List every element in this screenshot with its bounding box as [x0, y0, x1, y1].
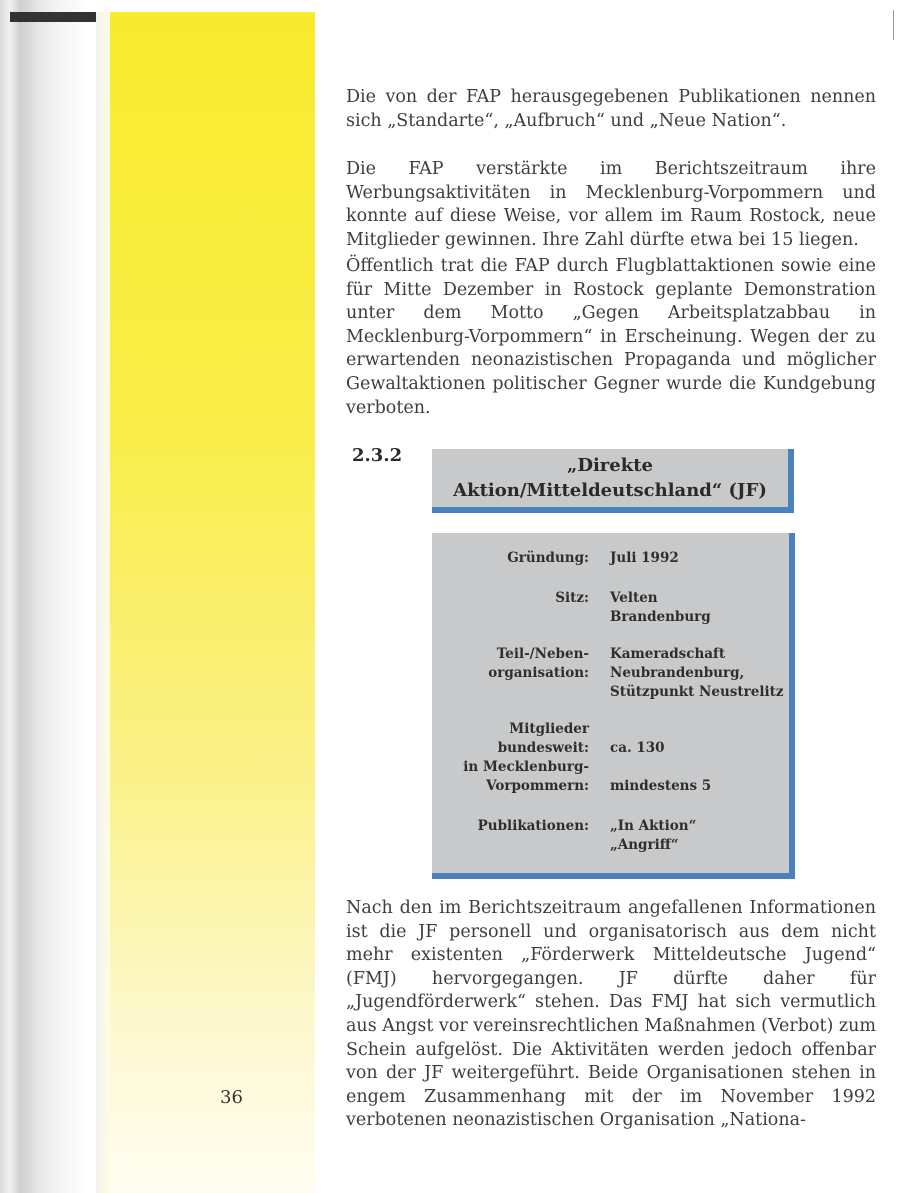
suborganisation-value-line1: Kameradschaft — [610, 646, 726, 662]
spine-shadow — [10, 12, 106, 22]
members-label: Mitglieder — [509, 721, 589, 737]
members-regional-value: mindestens 5 — [610, 778, 712, 794]
members-regional-label-line2: Vorpommern: — [486, 778, 589, 794]
members-national-value: ca. 130 — [610, 740, 665, 756]
suborganisation-label-line2: organisation: — [488, 665, 589, 681]
section-title — [432, 449, 788, 507]
paragraph-publications: Die von der FAP herausgegebenen Publikationen nennen sich „Standarte“, „Aufbruch“ und „Neue Nation“. — [346, 87, 876, 131]
seat-value-state: Brandenburg — [610, 609, 711, 625]
seat-value-city: Velten — [610, 590, 658, 606]
founding-value: Juli 1992 — [610, 550, 679, 566]
suborganisation-value-line3: Stützpunkt Neustrelitz — [610, 684, 784, 700]
paragraph-demonstration: Öffentlich trat die FAP durch Flugblattaktionen sowie eine für Mitte Dezember in Rostock geplante Demonstration unter dem Motto „Gegen Arbeitsplatzabbau in Mecklenburg-Vorpommern“ in Erscheinung. Wegen der zu erwartenden neonazistischen Propaganda und möglicher Gewaltaktionen politischer Gegner wurde die Kundgebung verboten. — [346, 256, 876, 418]
page-rule — [893, 10, 894, 40]
page-edge — [96, 12, 110, 1193]
section-number: 2.3.2 — [352, 445, 403, 466]
book-spine — [0, 0, 90, 1193]
paragraph-recruitment: Die FAP verstärkte im Berichtszeitraum ihre Werbungsaktivitäten in Mecklenburg-Vorpommern und konnte auf diese Weise, vor allem im Raum Rostock, neue Mitglieder gewinnen. Ihre Zahl dürfte etwa bei 15 liegen. — [346, 159, 876, 250]
publication-2: „Angriff“ — [610, 837, 679, 853]
section-title-line1: „Direkte — [567, 455, 653, 476]
page-number: 36 — [220, 1087, 243, 1108]
members-regional-label-line1: in Mecklenburg- — [463, 759, 589, 775]
founding-label: Gründung: — [507, 550, 589, 566]
section-title-line2: Aktion/Mitteldeutschland“ (JF) — [453, 480, 767, 501]
publications-label: Publikationen: — [477, 818, 589, 834]
suborganisation-value-line2: Neubrandenburg, — [610, 665, 745, 681]
publication-1: „In Aktion“ — [610, 818, 697, 834]
paragraph-jf-origin: Nach den im Berichtszeitraum angefallenen Informationen ist die JF personell und organisatorisch aus dem nicht mehr existenten „Förderwerk Mitteldeutsche Jugend“ (FMJ) hervorgegangen. JF dürfte daher für „Jugendförderwerk“ stehen. Das FMJ hat sich vermutlich aus Angst vor vereinsrechtlichen Maßnahmen (Verbot) zum Schein aufgelöst. Die Aktivitäten werden jedoch offenbar von der JF weitergeführt. Beide Organisationen stehen in engem Zusammenhang mit der im November 1992 verbotenen neonazistischen Organisation „Nationa- — [346, 898, 877, 1131]
members-national-label: bundesweit: — [497, 740, 589, 756]
section-title-box — [432, 449, 794, 513]
suborganisation-label-line1: Teil-/Neben- — [496, 646, 589, 662]
seat-label: Sitz: — [555, 590, 589, 606]
organisation-info-panel — [432, 533, 789, 873]
organisation-info-box — [432, 533, 795, 879]
yellow-margin-band — [100, 12, 315, 1193]
